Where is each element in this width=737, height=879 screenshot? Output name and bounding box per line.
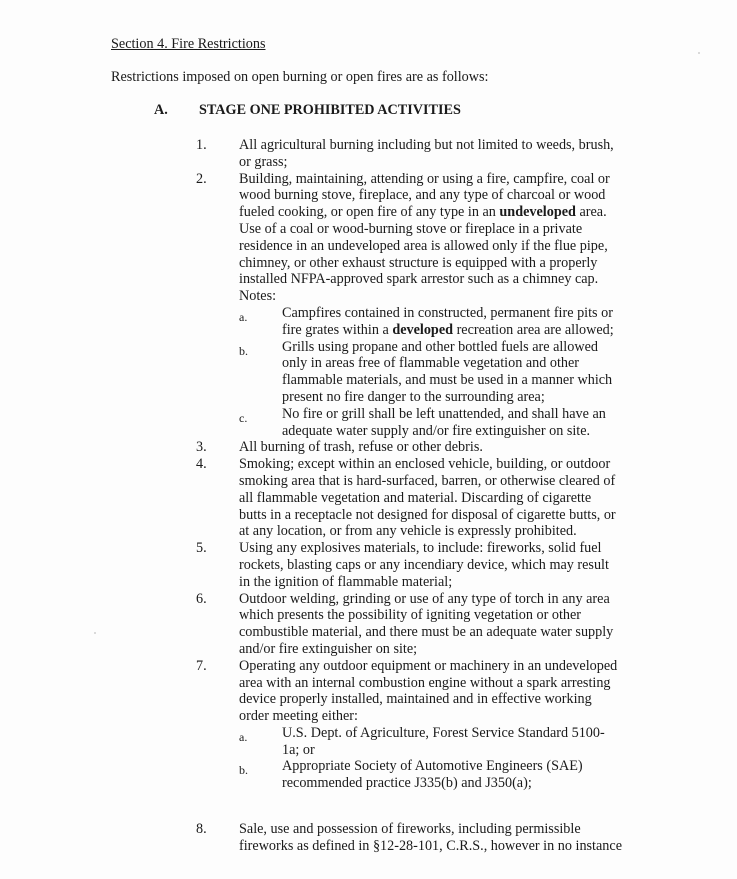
sub-item [239,725,636,759]
item-line: fireworks as defined in §12-28-101, C.R.S., however in no instance [239,837,622,854]
scan-speck [94,632,96,634]
item-line: smoking area that is hard-surfaced, barren, or otherwise cleared of [239,472,616,489]
item-line: butts in a receptacle not designed for disposal of cigarette butts, or [239,506,616,523]
sub-item-text [282,725,636,759]
sub-item-letter: a. [239,309,248,324]
item-line: at any location, or from any vehicle is expressly prohibited. [239,523,577,540]
item-number: 1. [196,137,207,153]
item-number: 8. [196,821,207,838]
sub-item-line: present no fire danger to the surrounding area; [282,388,545,405]
item-text [239,821,636,855]
item-line: Building, maintaining, attending or using a fire, campfire, coal or [239,170,610,187]
item-line: Operating any outdoor equipment or machinery in an undeveloped [239,657,618,674]
item-text [239,591,636,658]
sub-item-line: U.S. Dept. of Agriculture, Forest Service Standard 5100- [282,724,605,741]
list-item [196,137,636,171]
item-line: Using any explosives materials, to include: fireworks, solid fuel [239,540,602,557]
item-line: Outdoor welding, grinding or use of any type of torch in any area [239,590,610,607]
sub-item-line: Appropriate Society of Automotive Engineers (SAE) [282,758,583,775]
list-item [196,591,636,658]
sub-item-line-part: recreation area are allowed; [453,321,614,338]
scan-speck [698,52,700,54]
sub-item-line-part: fire grates within a [282,321,393,338]
item-line: area with an internal combustion engine without a spark arresting [239,674,611,691]
item-text [239,439,636,456]
item-line: in the ignition of flammable material; [239,573,453,590]
sub-item-line: only in areas free of flammable vegetation and other [282,355,580,372]
item-line: All burning of trash, refuse or other debris. [239,439,483,456]
item-text [239,137,636,171]
emphasis-undeveloped: undeveloped [499,204,576,221]
sub-item [239,758,636,792]
item-line: order meeting either: [239,708,358,725]
item-line: device properly installed, maintained and in effective working [239,691,592,708]
list-item [196,456,636,540]
prohibited-activities-list [196,137,636,855]
section-letter: A. [154,102,168,118]
item-number: 3. [196,439,207,456]
item-line: all flammable vegetation and material. Discarding of cigarette [239,489,592,506]
sub-item-text [282,339,636,406]
item-line-part: area. [575,204,607,221]
item-line: and/or fire extinguisher on site; [239,640,418,657]
list-item [196,540,636,590]
item-number: 6. [196,590,207,607]
sub-item-line: adequate water supply and/or fire extinguisher on site. [282,422,591,439]
sub-item-line: 1a; or [282,741,315,758]
list-item [196,439,636,456]
item-line: All agricultural burning including but not limited to weeds, brush, [239,137,614,153]
sub-item-text [282,758,636,792]
sub-item-line: flammable materials, and must be used in a manner which [282,372,613,389]
list-item [196,658,636,792]
sub-item-letter: b. [239,763,248,778]
list-item [196,821,636,855]
item-line: residence in an undeveloped area is allowed only if the flue pipe, [239,237,608,254]
item-number: 7. [196,657,207,674]
sub-item-line [282,322,636,339]
item-line: chimney, or other exhaust structure is equipped with a properly [239,254,598,271]
sub-item-letter: c. [239,410,248,425]
item-line-part: fueled cooking, or open fire of any type in an [239,204,500,221]
item-line: Sale, use and possession of fireworks, including permissible [239,821,581,838]
sub-item-letter: a. [239,729,248,744]
item-line: wood burning stove, fireplace, and any type of charcoal or wood [239,187,606,204]
item-text [239,540,636,590]
section-heading: Section 4. Fire Restrictions [111,36,266,52]
intro-paragraph: Restrictions imposed on open burning or open fires are as follows: [111,69,489,85]
item-text [239,456,636,540]
item-line: or grass; [239,153,288,170]
sub-item [239,339,636,406]
item-number: 4. [196,456,207,473]
item-line: Smoking; except within an enclosed vehicle, building, or outdoor [239,456,611,473]
item-text [239,171,636,440]
sub-item-text [282,406,636,440]
sub-item-text [282,305,636,339]
item-text [239,658,636,792]
sub-item-line: Campfires contained in constructed, permanent fire pits or [282,304,613,321]
sub-item-line: recommended practice J335(b) and J350(a); [282,775,532,792]
sub-item [239,305,636,339]
item-line: combustible material, and there must be an adequate water supply [239,624,614,641]
sub-item-line: No fire or grill shall be left unattended, and shall have an [282,405,606,422]
item-line: Notes: [239,288,277,305]
item-number: 5. [196,540,207,557]
item-line: installed NFPA-approved spark arrestor such as a chimney cap. [239,271,599,288]
sub-item-line: Grills using propane and other bottled fuels are allowed [282,338,598,355]
sub-item-letter: b. [239,343,248,358]
item-line [239,204,636,221]
section-title: STAGE ONE PROHIBITED ACTIVITIES [199,102,461,118]
emphasis-developed: developed [392,321,454,338]
item-line: Use of a coal or wood-burning stove or fireplace in a private [239,220,583,237]
item-line: rockets, blasting caps or any incendiary device, which may result [239,556,609,573]
item-line: which presents the possibility of igniting vegetation or other [239,607,582,624]
list-item [196,171,636,440]
item-number: 2. [196,170,207,187]
sub-item [239,406,636,440]
